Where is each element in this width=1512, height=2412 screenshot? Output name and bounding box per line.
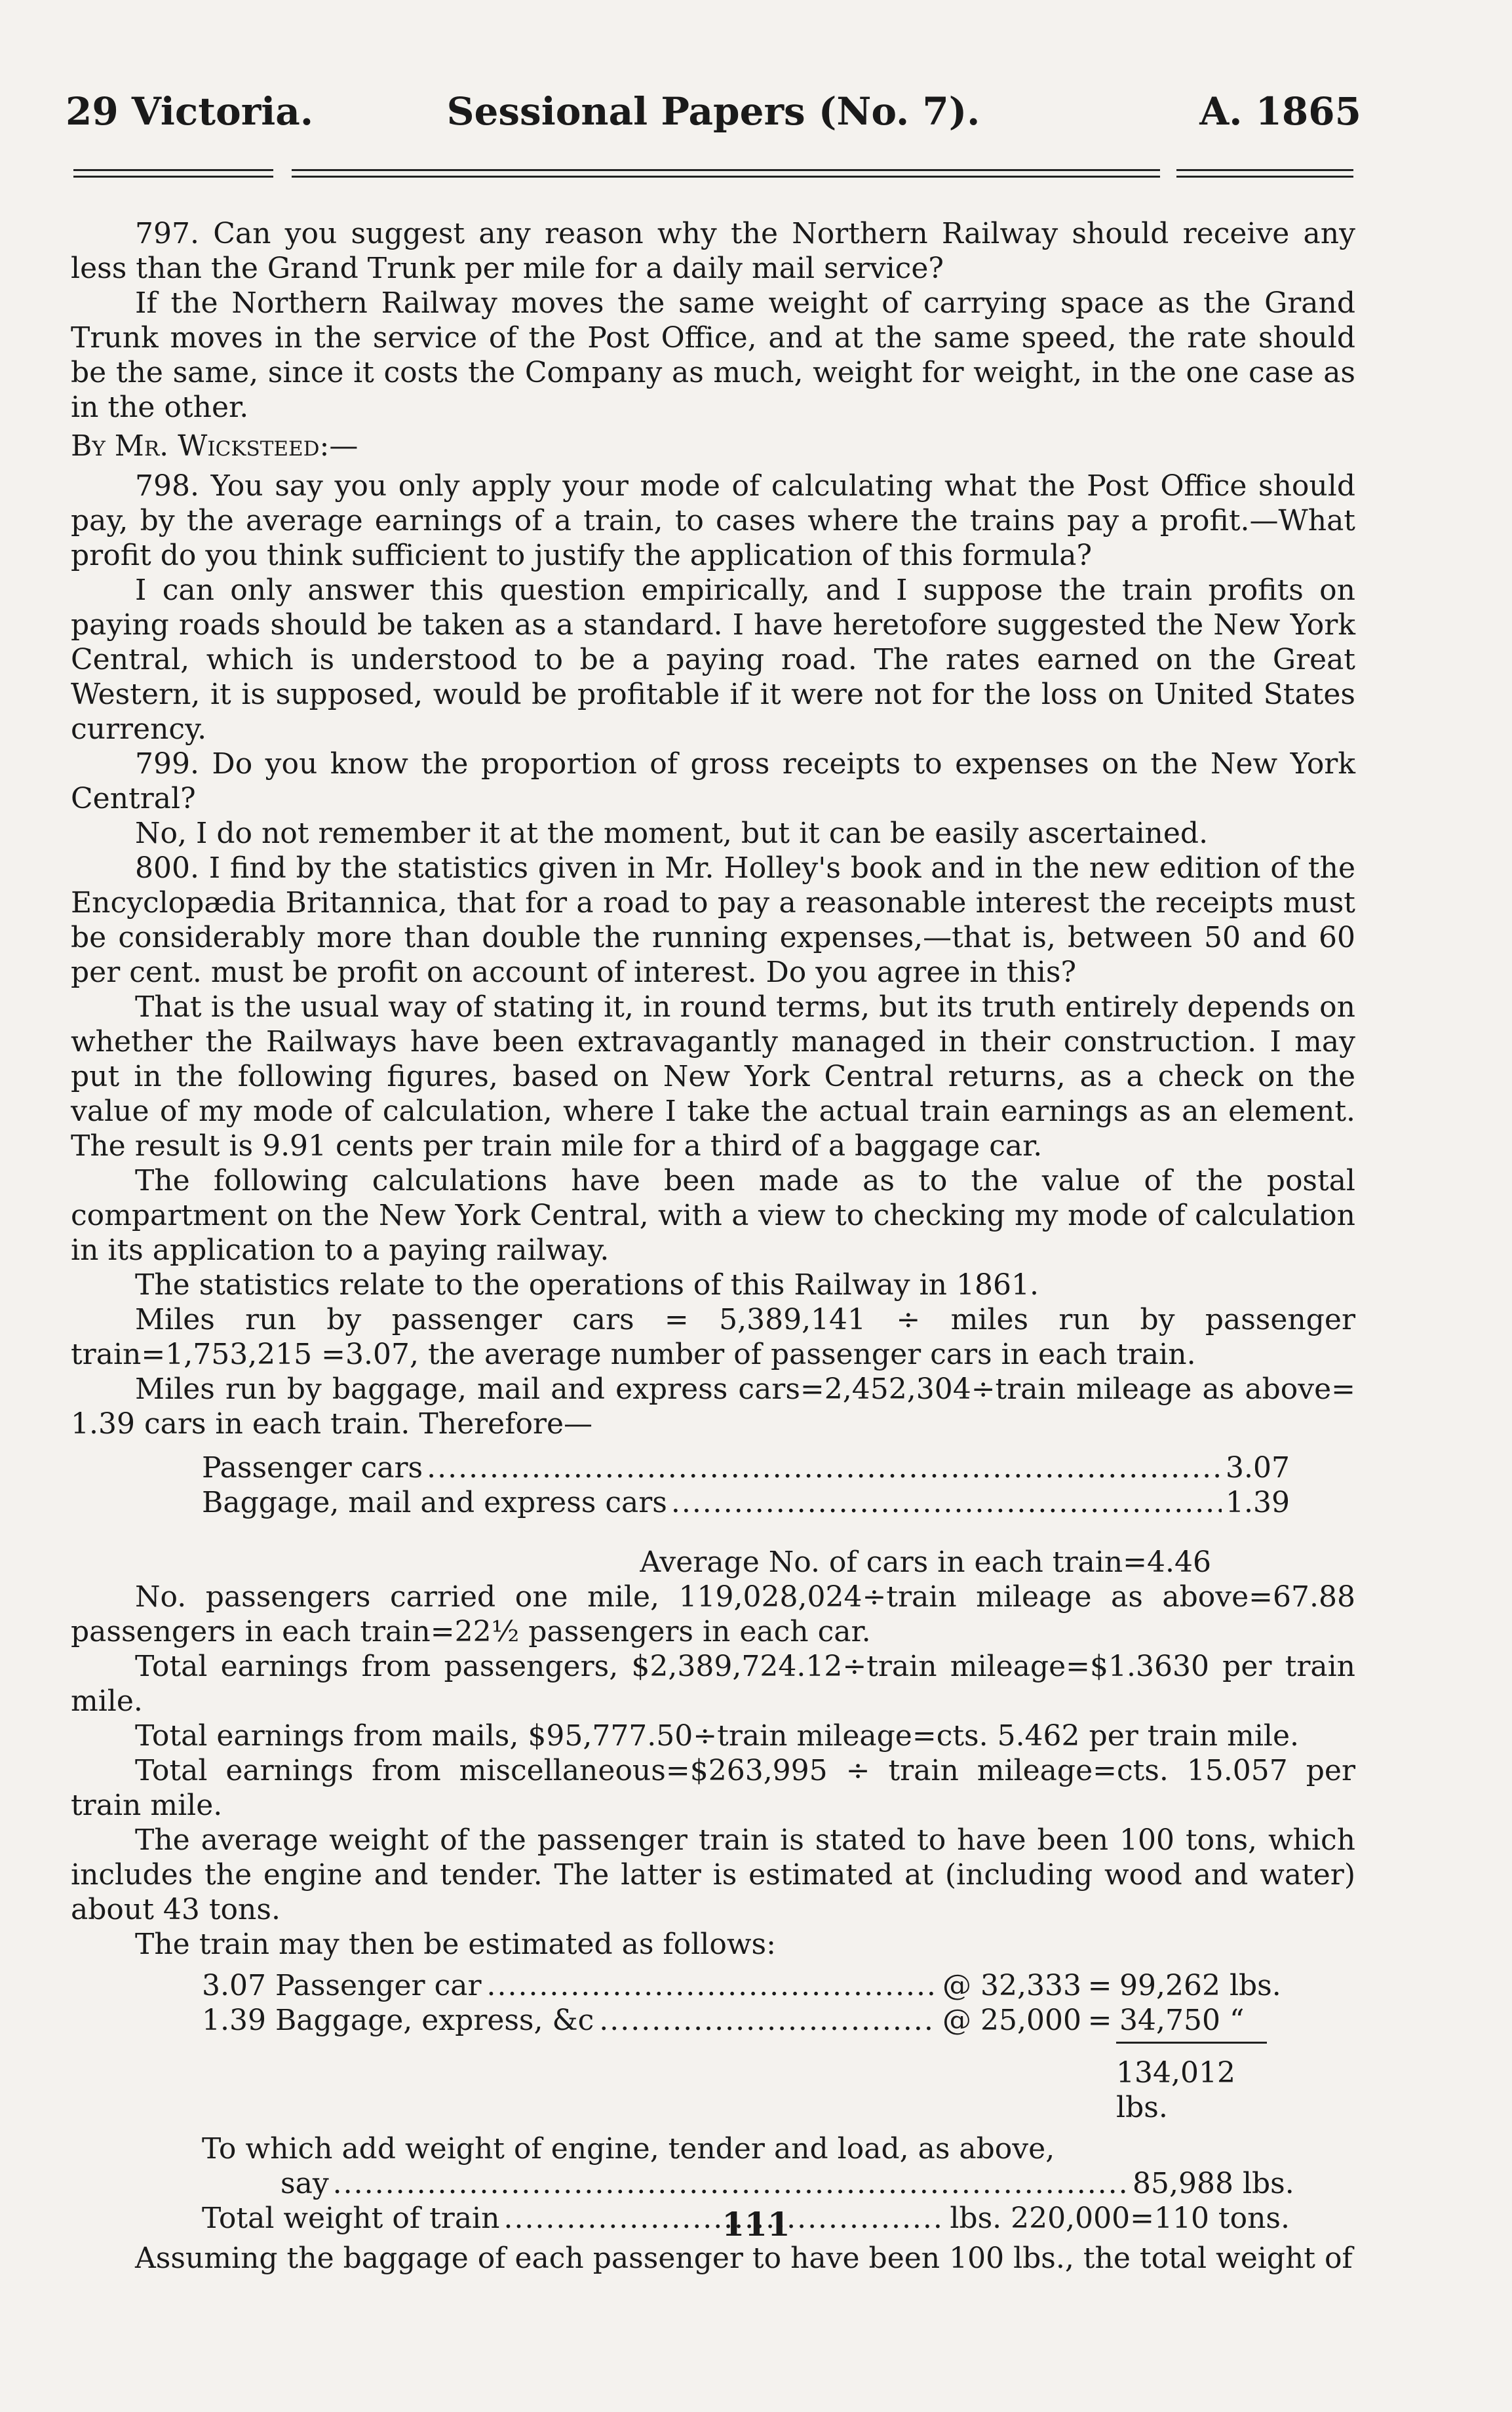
leader-dots — [333, 2166, 1129, 2201]
answer-798: I can only answer this question empirically, and I suppose the train profits on paying roads should be taken as a standard. I have heretofore suggested the New York Central, which is understood to be a paying road. The rates earned on the Great Western, it is supposed, would be profitable if it were not for the loss on United States currency. — [71, 574, 1355, 746]
header-rule-right — [1176, 169, 1353, 171]
header-rule-right-lower — [1176, 176, 1353, 178]
leader-dots — [427, 1450, 1222, 1485]
leader-dots — [599, 2003, 937, 2038]
header-rule-center — [292, 169, 1160, 171]
question-799: 799. Do you know the proportion of gross receipts to expenses on the New York Central? — [71, 747, 1355, 815]
leader-dots — [671, 1485, 1222, 1520]
add-weight-row — [202, 2166, 1294, 2201]
weight-row-rate: @ 25,000 — [942, 2004, 1081, 2037]
sum-rule — [1116, 2042, 1267, 2044]
byline: By Mr. Wicksteed:— — [71, 429, 359, 463]
weight-row-equals: = — [1087, 1969, 1112, 2002]
cars-table — [202, 1450, 1290, 1520]
passenger-earnings-paragraph: Total earnings from passengers, $2,389,724.12÷train mileage=$1.3630 per train mile. — [71, 1650, 1355, 1718]
mail-earnings-paragraph: Total earnings from mails, $95,777.50÷train mileage=cts. 5.462 per train mile. — [135, 1719, 1299, 1753]
misc-earnings-paragraph: Total earnings from miscellaneous=$263,995 ÷ train mileage=cts. 15.057 per train mile. — [71, 1754, 1355, 1822]
cars-row-label: Passenger cars — [202, 1451, 423, 1485]
answer-797: If the Northern Railway moves the same weight of carrying space as the Grand Trunk moves in the service of the Post Office, and at the same speed, the rate should be the same, since it costs the Company as much, weight for weight, in the one case as in the other. — [71, 286, 1355, 424]
train-weight-paragraph: The average weight of the passenger train is stated to have been 100 tons, which includes the engine and tender. The latter is estimated at (including wood and water) about 43 tons. — [71, 1823, 1355, 1926]
page-number: 111 — [722, 2205, 790, 2244]
answer-800-part3: The statistics relate to the operations of this Railway in 1861. — [135, 1268, 1039, 1302]
add-weight-line: To which add weight of engine, tender and load, as above, — [202, 2132, 1055, 2166]
running-header — [66, 85, 1361, 138]
weight-subtotal: 134,012 lbs. — [1116, 2056, 1235, 2124]
answer-799: No, I do not remember it at the moment, but it can be easily ascertained. — [135, 817, 1209, 850]
question-800: 800. I find by the statistics given in Mr. Holley's book and in the new edition of the Encyclopædia Britannica, that for a road to pay a reasonable interest the receipts must be considerably more than double the running expenses,—that is, between 50 and 60 per cent. must be profit on account of interest. Do you agree in this? — [71, 851, 1355, 989]
weight-row-label: 3.07 Passenger car — [202, 1969, 482, 2002]
answer-800-part5: Miles run by baggage, mail and express cars=2,452,304÷train mileage as above= 1.39 cars in each train. Therefore— — [71, 1372, 1355, 1441]
cars-row-value: 1.39 — [1226, 1486, 1290, 1519]
question-797: 797. Can you suggest any reason why the Northern Railway should receive any less than the Grand Trunk per mile for a daily mail service? — [71, 217, 1355, 285]
add-weight-label: say — [281, 2167, 329, 2200]
header-rule-left — [73, 169, 273, 171]
body-text — [71, 216, 1355, 2276]
weight-table — [202, 1968, 1294, 2236]
total-weight-label: Total weight of train — [202, 2202, 500, 2235]
cars-row — [202, 1485, 1290, 1520]
final-paragraph: Assuming the baggage of each passenger to have been 100 lbs., the total weight of — [135, 2242, 1353, 2275]
weight-row-label: 1.39 Baggage, express, &c — [202, 2004, 594, 2037]
weight-row-amount: 99,262 lbs. — [1119, 1969, 1281, 2002]
header-year: A. 1865 — [1199, 89, 1361, 134]
answer-800-part1: That is the usual way of stating it, in round terms, but its truth entirely depends on whether the Railways have been extravagantly managed in their construction. I may put in the following figures, based on New York Central returns, as a check on the value of my mode of calculation, where I take the actual train earnings as an element. The result is 9.91 cents per train mile for a third of a baggage car. — [71, 990, 1355, 1163]
add-weight-value: 85,988 lbs. — [1133, 2167, 1294, 2200]
answer-800-part2: The following calculations have been made as to the value of the postal compartment on the New York Central, with a view to checking my mode of calculation in its application to a paying railway. — [71, 1164, 1355, 1267]
answer-800-part4: Miles run by passenger cars = 5,389,141 ÷ miles run by passenger train=1,753,215 =3.07, the average number of passenger cars in each train. — [71, 1303, 1355, 1371]
estimate-intro: The train may then be estimated as follows: — [135, 1928, 776, 1961]
leader-dots — [487, 1968, 938, 2003]
question-798: 798. You say you only apply your mode of calculating what the Post Office should pay, by the average earnings of a train, to cases where the trains pay a profit.—What profit do you think sufficient to justify the application of this formula? — [71, 469, 1355, 572]
weight-row — [202, 1968, 1290, 2003]
header-title: Sessional Papers (No. 7). — [446, 89, 980, 134]
cars-row-value: 3.07 — [1226, 1451, 1290, 1485]
cars-row — [202, 1450, 1290, 1485]
weight-row-equals: = — [1087, 2004, 1112, 2037]
header-rule-center-lower — [292, 176, 1160, 178]
average-cars-line: Average No. of cars in each train=4.46 — [640, 1546, 1211, 1579]
total-weight-value: lbs. 220,000=110 tons. — [950, 2202, 1290, 2235]
weight-row-amount: 34,750 “ — [1119, 2004, 1245, 2037]
header-session: 29 Victoria. — [66, 89, 314, 134]
weight-row-rate: @ 32,333 — [942, 1969, 1081, 2002]
header-rule-left-lower — [73, 176, 273, 178]
passengers-paragraph: No. passengers carried one mile, 119,028,024÷train mileage as above=67.88 passengers in each train=22½ passengers in each car. — [71, 1580, 1355, 1648]
cars-row-label: Baggage, mail and express cars — [202, 1486, 667, 1519]
weight-row — [202, 2003, 1290, 2038]
